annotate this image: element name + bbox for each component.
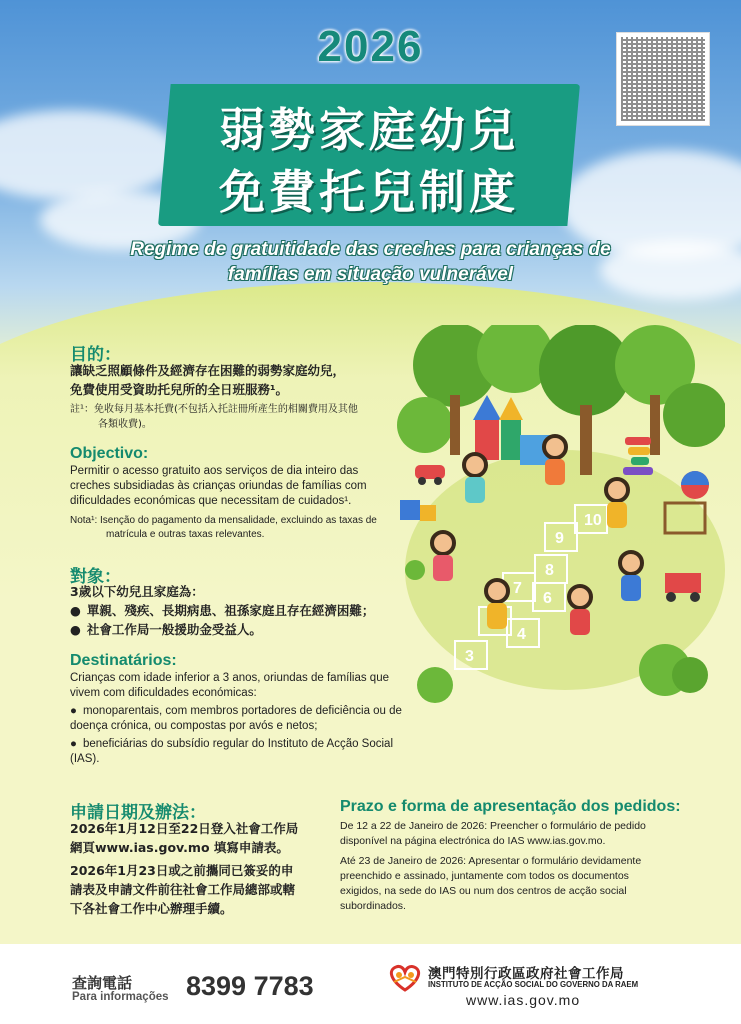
cloud bbox=[0, 110, 180, 200]
hopscotch-number: 4 bbox=[517, 626, 526, 643]
target-zh-item1: ● 單親、殘疾、長期病患、祖孫家庭且存在經濟困難； bbox=[70, 601, 410, 620]
application-zh-heading: 申請日期及辦法： bbox=[70, 803, 206, 823]
purpose-zh-heading: 目的： bbox=[70, 345, 121, 365]
org-name-pt: INSTITUTO DE ACÇÃO SOCIAL DO GOVERNO DA RAEM bbox=[428, 980, 639, 989]
title-pt-line2: famílias em situação vulnerável bbox=[227, 264, 514, 285]
hopscotch-number: 6 bbox=[543, 590, 552, 607]
target-zh-item2: ● 社會工作局一般援助金受益人。 bbox=[70, 620, 410, 639]
purpose-pt-note-line2: matrícula e outras taxas relevantes. bbox=[106, 529, 265, 540]
phone-label-zh: 查詢電話 bbox=[72, 974, 133, 992]
target-pt-item1-line2: doença crónica, ou compostas por avós e netos; bbox=[70, 720, 318, 732]
target-pt-intro-line2: vivem com dificuldades económicas: bbox=[70, 687, 257, 699]
purpose-pt-note-line1: Nota¹: Isenção do pagamento da mensalidade, excluindo as taxas de bbox=[70, 515, 377, 526]
purpose-pt-heading: Objectivo: bbox=[70, 445, 149, 462]
application-pt-p2-line2: preenchido e assinado, juntamente com todos os documentos bbox=[340, 870, 629, 882]
application-zh-p1-line1: 2026年1月12日至22日登入社會工作局 bbox=[70, 821, 299, 836]
target-pt-heading: Destinatários: bbox=[70, 652, 177, 669]
target-zh-intro: 3歲以下幼兒且家庭為： bbox=[70, 584, 204, 599]
target-zh-text bbox=[70, 582, 410, 639]
target-pt-item2: ● beneficiárias do subsídio regular do Instituto de Acção Social (IAS). bbox=[70, 737, 410, 767]
footer bbox=[0, 944, 741, 1024]
org-name-zh: 澳門特別行政區政府社會工作局 bbox=[428, 966, 624, 982]
purpose-zh-note-line2: 各類收費)。 bbox=[98, 419, 152, 430]
title-zh-line1: 弱勢家庭幼兒 bbox=[219, 103, 519, 157]
purpose-pt-note bbox=[70, 514, 410, 542]
application-zh-p1-line2: 網頁www.ias.gov.mo 填寫申請表。 bbox=[70, 840, 289, 855]
application-zh-text bbox=[70, 819, 340, 918]
hopscotch-number: 7 bbox=[513, 580, 522, 597]
application-zh-p2-line1: 2026年1月23日或之前攜同已簽妥的申 bbox=[70, 863, 294, 878]
target-pt-intro-line1: Crianças com idade inferior a 3 anos, oriundas de famílias que bbox=[70, 672, 389, 684]
application-pt-p2-line4: subordinados. bbox=[340, 900, 406, 912]
purpose-zh-text bbox=[70, 361, 410, 399]
application-pt-p1-line2: disponível na página electrónica do IAS www.ias.gov.mo. bbox=[340, 835, 606, 847]
ias-logo-icon bbox=[386, 962, 424, 994]
title-zh-line2: 免費托兒制度 bbox=[219, 165, 519, 219]
target-pt-item1-line1: ● monoparentais, com membros portadores de deficiência ou de bbox=[70, 704, 410, 719]
application-zh-p2-line2: 請表及申請文件前往社會工作局總部或轄 bbox=[70, 882, 296, 897]
purpose-zh-line2: 免費使用受資助托兒所的全日班服務¹。 bbox=[70, 382, 288, 397]
application-pt-p2-line3: exigidos, na sede do IAS ou num dos centros de acção social bbox=[340, 885, 627, 897]
purpose-pt-line3: dificuldades económicas que necessitam de cuidados¹. bbox=[70, 495, 352, 507]
application-pt-p1-line1: De 12 a 22 de Janeiro de 2026: Preencher o formulário de pedido bbox=[340, 820, 646, 832]
hopscotch-number: 10 bbox=[584, 512, 602, 529]
hopscotch-number: 9 bbox=[555, 530, 564, 547]
year-title: 2026 bbox=[317, 22, 424, 71]
purpose-zh-note-line1: 註¹：免收每月基本托費(不包括入托註冊所產生的相關費用及其他 bbox=[70, 404, 358, 415]
title-pt-line1: Regime de gratuitidade das creches para crianças de bbox=[130, 239, 611, 260]
phone-number[interactable]: 8399 7783 bbox=[186, 971, 314, 1001]
children-playing-illustration bbox=[395, 325, 725, 725]
purpose-zh-line1: 讓缺乏照顧條件及經濟存在困難的弱勢家庭幼兒， bbox=[70, 363, 346, 378]
application-pt-text bbox=[340, 819, 680, 914]
purpose-zh-note bbox=[70, 402, 410, 432]
purpose-pt-text bbox=[70, 464, 410, 509]
purpose-pt-line1: Permitir o acesso gratuito aos serviços de dia inteiro das bbox=[70, 465, 359, 477]
application-pt-heading: Prazo e forma de apresentação dos pedidos: bbox=[340, 798, 681, 815]
target-pt-text bbox=[70, 671, 410, 767]
title-pt bbox=[100, 237, 641, 287]
purpose-pt-line2: creches subsidiadas às crianças oriundas de famílias com bbox=[70, 480, 367, 492]
application-zh-p2-line3: 下各社會工作中心辦理手續。 bbox=[70, 901, 233, 916]
target-zh-heading: 對象： bbox=[70, 567, 121, 587]
hopscotch-number: 3 bbox=[465, 648, 474, 665]
hopscotch-number: 8 bbox=[545, 562, 554, 579]
phone-label-pt: Para informações bbox=[72, 991, 169, 1003]
website-link[interactable]: www.ias.gov.mo bbox=[466, 992, 581, 1008]
application-pt-p2-line1: Até 23 de Janeiro de 2026: Apresentar o formulário devidamente bbox=[340, 855, 642, 867]
